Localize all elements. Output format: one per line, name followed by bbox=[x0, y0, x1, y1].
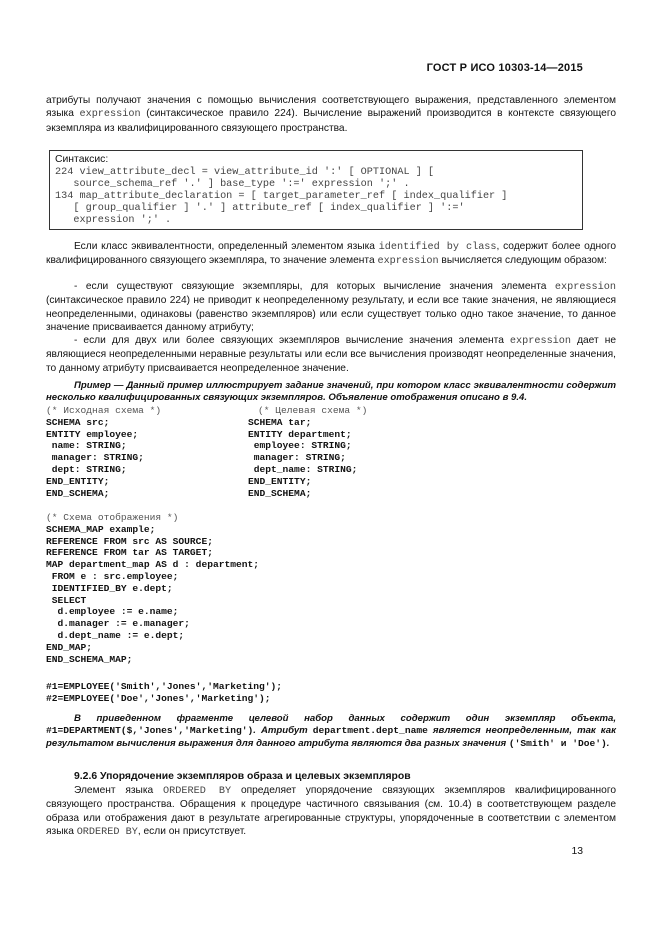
syntax-line: expression ';' . bbox=[55, 215, 172, 226]
code-comment: (* Исходная схема *) bbox=[46, 405, 162, 416]
mapping-schema-code: (* Схема отображения *) SCHEMA_MAP example; REFERENCE FROM src AS SOURCE; REFERENCE FROM tar AS TARGET; MAP department_map AS d : department; FROM e : src.employee; IDENTIFIED_BY e.dept; SELECT d.employee := e.name; d.manager := e.manager; d.dept_name := e.dept; END_MAP; END_SCHEMA_MAP; bbox=[46, 512, 260, 665]
bullet-item: - если для двух или более связующих экземпляров вычисление значения элемента expression дает не являющиеся неопределенными неравные результаты или если все вычисления производят неопределенные значения, то данному атрибуту присваивается неопределенное значение. bbox=[46, 335, 617, 374]
code-comment: (* Схема отображения *) bbox=[46, 512, 179, 523]
page-number: 13 bbox=[571, 846, 583, 857]
document-header: ГОСТ Р ИСО 10303-14—2015 bbox=[426, 62, 583, 74]
syntax-box bbox=[49, 150, 583, 230]
section-heading: 9.2.6 Упорядочение экземпляров образа и целевых экземпляров bbox=[74, 771, 411, 782]
intro-paragraph: атрибуты получают значения с помощью вычисления соответствующего выражения, представленного элементом языка expression (синтаксическое правило 224). Вычисление выражений производится в контексте связующего экземпляра из квалифицированного связующего пространства. bbox=[46, 95, 617, 134]
example-intro: Пример — Данный пример иллюстрирует задание значений, при котором класс эквивалентности содержит несколько квалифицированных связующих экземпляров. Объявление отображения описано в 9.4. bbox=[46, 380, 616, 404]
syntax-line: 134 map_attribute_declaration = [ target_parameter_ref [ index_qualifier ] bbox=[55, 191, 508, 202]
syntax-line: source_schema_ref '.' ] base_type ':=' expression ';' . bbox=[55, 179, 410, 190]
bullet-item: - если существуют связующие экземпляры, для которых вычисление значения элемента expression (синтаксическое правило 224) не приводит к неопределенному результату, и если все такие значения, не являющиеся неопределенными, одинаковы (равенство экземпляров) или если существует только одно такое значение, то данное значение присваивается данному атрибуту; bbox=[46, 281, 616, 333]
instance-code: #1=EMPLOYEE('Smith','Jones','Marketing'); #2=EMPLOYEE('Doe','Jones','Marketing'); bbox=[46, 681, 283, 704]
syntax-line: [ group_qualifier ] '.' ] attribute_ref [ index_qualifier ] ':=' bbox=[55, 203, 465, 214]
syntax-line: 224 view_attribute_decl = view_attribute_id ':' [ OPTIONAL ] [ bbox=[55, 167, 435, 178]
syntax-label: Синтаксис: bbox=[55, 154, 109, 165]
example-note: В приведенном фрагменте целевой набор данных содержит один экземпляр объекта, #1=DEPARTMENT($,'Jones','Marketing'). Атрибут department.dept_name является неопределенным, так как результатом вычисления выражения для данного атрибута являются два разных значения ('Smith' и 'Doe'). bbox=[46, 713, 616, 749]
section-paragraph: Элемент языка ORDERED BY определяет упорядочение связующих экземпляров квалифицированного связующего пространства. Обращения к процедуре частичного связывания (см. 10.4) в соответствующем разделе образа или отображения дают в результате агрегированные структуры, упорядоченные в соответствии с элементом языка ORDERED BY, если он присутствует. bbox=[46, 785, 616, 838]
paragraph-equivalence: Если класс эквивалентности, определенный элементом языка identified by class, содержит более одного квалифицированного связующего экземпляра, то значение элемента expression вычисляется следующим образом: bbox=[46, 241, 616, 268]
target-schema-code: (* Целевая схема *) SCHEMA tar; ENTITY department; employee: STRING; manager: STRING; dept_name: STRING; END_ENTITY; END_SCHEMA; bbox=[248, 405, 368, 499]
source-schema-code: (* Исходная схема *) SCHEMA src; ENTITY employee; name: STRING; manager: STRING; dept: STRING; END_ENTITY; END_SCHEMA; bbox=[46, 405, 162, 499]
code-comment: (* Целевая схема *) bbox=[258, 405, 368, 416]
